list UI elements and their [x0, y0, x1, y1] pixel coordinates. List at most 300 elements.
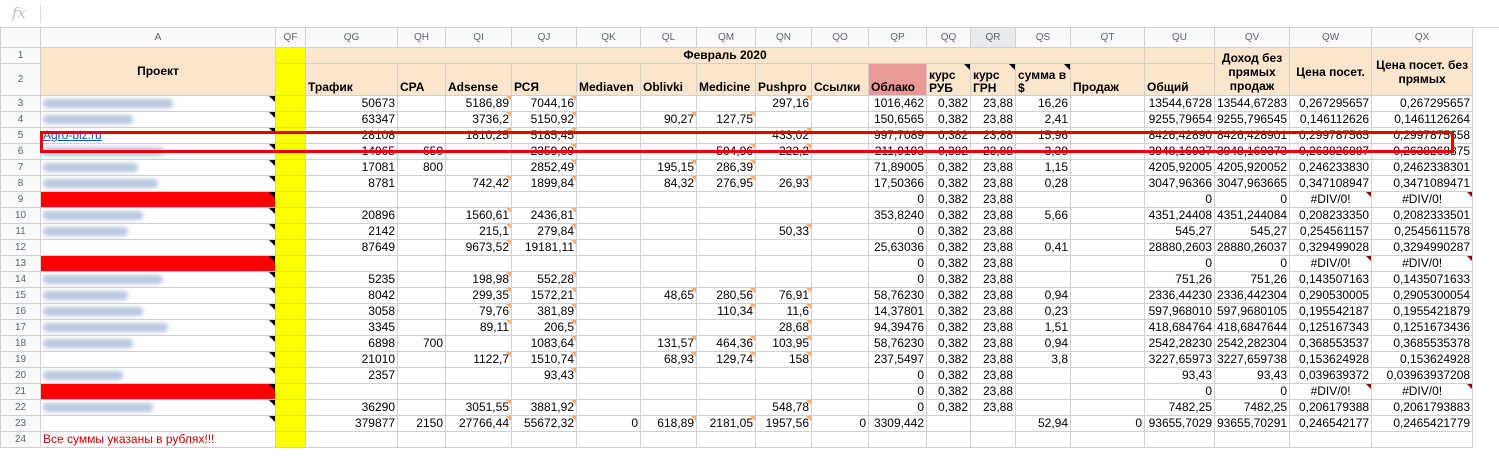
cell-qh[interactable] — [398, 352, 446, 368]
cell-qv[interactable]: 597,9680105 — [1215, 304, 1290, 320]
cell-qn[interactable] — [756, 240, 812, 256]
cell-ql[interactable]: 195,15 — [641, 160, 697, 176]
project-cell[interactable] — [41, 368, 276, 384]
kurs-grn-header[interactable]: курс ГРН — [971, 64, 1016, 96]
cell-qm[interactable]: 127,75 — [697, 112, 756, 128]
cell-qu[interactable]: 13544,6728 — [1145, 96, 1215, 112]
cell-qp[interactable]: 94,39476 — [869, 320, 927, 336]
cell-qs[interactable] — [1016, 272, 1071, 288]
column-header[interactable]: QI — [446, 28, 512, 48]
cell-qo[interactable] — [812, 160, 869, 176]
cell-qf[interactable] — [276, 288, 306, 304]
cell-qv[interactable] — [1215, 432, 1290, 448]
cell-qj[interactable] — [512, 384, 577, 400]
cell-qv[interactable]: 2336,442304 — [1215, 288, 1290, 304]
cell-qu[interactable]: 93,43 — [1145, 368, 1215, 384]
cell-qn[interactable]: 297,16 — [756, 96, 812, 112]
cell-qw[interactable]: 0,153624928 — [1290, 352, 1372, 368]
cell-qn[interactable] — [756, 112, 812, 128]
total-header[interactable]: Общий — [1145, 64, 1215, 96]
cell-qt[interactable] — [1071, 160, 1145, 176]
cell-qp[interactable]: 58,76230 — [869, 288, 927, 304]
mediaven-header[interactable]: Mediaven — [577, 64, 641, 96]
cell-qt[interactable] — [1071, 224, 1145, 240]
cell-qf[interactable] — [276, 272, 306, 288]
cell-ql[interactable]: 618,89 — [641, 416, 697, 432]
cell-qp[interactable]: 14,37801 — [869, 304, 927, 320]
cell-qk[interactable] — [577, 288, 641, 304]
cell-ql[interactable] — [641, 400, 697, 416]
cell-qp[interactable]: 0 — [869, 400, 927, 416]
cell-qr[interactable]: 23,88 — [971, 96, 1016, 112]
cell-ql[interactable] — [641, 256, 697, 272]
project-cell[interactable] — [41, 416, 276, 432]
cell-qu[interactable] — [1145, 48, 1215, 64]
cell-qh[interactable] — [398, 304, 446, 320]
cell-qm[interactable]: 286,39 — [697, 160, 756, 176]
cell-qi[interactable]: 3051,55 — [446, 400, 512, 416]
cell-qx[interactable]: #DIV/0! — [1372, 384, 1473, 400]
row-header[interactable]: 20 — [1, 368, 41, 384]
medicine-header[interactable]: Medicine — [697, 64, 756, 96]
cell-qn[interactable]: 548,78 — [756, 400, 812, 416]
cell-qf[interactable] — [276, 352, 306, 368]
cell-qh[interactable] — [398, 96, 446, 112]
cell-qh[interactable] — [398, 320, 446, 336]
cell-qx[interactable] — [1372, 432, 1473, 448]
cell-qw[interactable]: 0,290530005 — [1290, 288, 1372, 304]
cell-qg[interactable]: 3345 — [306, 320, 398, 336]
cell-qt[interactable] — [1071, 208, 1145, 224]
cell-qi[interactable] — [446, 256, 512, 272]
cell-ql[interactable] — [641, 320, 697, 336]
cell-qr[interactable]: 23,88 — [971, 144, 1016, 160]
cell-qs[interactable] — [1016, 400, 1071, 416]
cell-qq[interactable] — [927, 432, 971, 448]
cell-qn[interactable] — [756, 368, 812, 384]
cell-qp[interactable] — [869, 432, 927, 448]
cell-qs[interactable]: 3,39 — [1016, 144, 1071, 160]
cell-qi[interactable]: 215,1 — [446, 224, 512, 240]
row-header[interactable]: 19 — [1, 352, 41, 368]
cell-qo[interactable] — [812, 384, 869, 400]
cell-qm[interactable] — [697, 96, 756, 112]
cell-qi[interactable] — [446, 192, 512, 208]
cell-ql[interactable]: 68,93 — [641, 352, 697, 368]
cell-qu[interactable]: 4351,24408 — [1145, 208, 1215, 224]
cell-qs[interactable]: 0,41 — [1016, 240, 1071, 256]
project-cell[interactable] — [41, 96, 276, 112]
cell-qs[interactable]: 16,26 — [1016, 96, 1071, 112]
cell-qn[interactable] — [756, 432, 812, 448]
cell-qs[interactable] — [1016, 256, 1071, 272]
cell-qq[interactable]: 0,382 — [927, 352, 971, 368]
cell-qt[interactable] — [1071, 352, 1145, 368]
column-header[interactable]: QW — [1290, 28, 1372, 48]
cell-qf[interactable] — [276, 416, 306, 432]
row-header[interactable]: 7 — [1, 160, 41, 176]
cell-qm[interactable] — [697, 320, 756, 336]
cell-qv[interactable]: 0 — [1215, 192, 1290, 208]
cell-qo[interactable] — [812, 320, 869, 336]
cell-qk[interactable] — [577, 400, 641, 416]
kurs-rub-header[interactable]: курс РУБ — [927, 64, 971, 96]
column-header[interactable]: QO — [812, 28, 869, 48]
cell-qq[interactable]: 0,382 — [927, 112, 971, 128]
rsya-header[interactable]: РСЯ — [512, 64, 577, 96]
footer-note[interactable]: Все суммы указаны в рублях!!! — [41, 432, 276, 448]
cell-qr[interactable]: 23,88 — [971, 256, 1016, 272]
cell-qo[interactable] — [812, 256, 869, 272]
cell-qo[interactable] — [812, 288, 869, 304]
cell-qs[interactable]: 0,94 — [1016, 336, 1071, 352]
project-cell[interactable] — [41, 128, 276, 144]
cell-qx[interactable]: 0,1461126264 — [1372, 112, 1473, 128]
cell-qi[interactable] — [446, 432, 512, 448]
cell-qq[interactable]: 0,382 — [927, 272, 971, 288]
cell-qm[interactable] — [697, 192, 756, 208]
row-header[interactable]: 12 — [1, 240, 41, 256]
cell-qx[interactable]: 0,2061793883 — [1372, 400, 1473, 416]
cell-qx[interactable]: 0,2638268875 — [1372, 144, 1473, 160]
cell-qp[interactable]: 0 — [869, 224, 927, 240]
cell-qw[interactable]: 0,146112626 — [1290, 112, 1372, 128]
cell-qv[interactable]: 3227,659738 — [1215, 352, 1290, 368]
cell-qk[interactable] — [577, 352, 641, 368]
cell-qk[interactable] — [577, 256, 641, 272]
cell-qn[interactable] — [756, 384, 812, 400]
cell-qs[interactable]: 1,51 — [1016, 320, 1071, 336]
cell-qo[interactable] — [812, 368, 869, 384]
cell-qu[interactable]: 3227,65973 — [1145, 352, 1215, 368]
column-header[interactable]: QQ — [927, 28, 971, 48]
cell-qq[interactable]: 0,382 — [927, 192, 971, 208]
cell-qf[interactable] — [276, 432, 306, 448]
cell-qq[interactable] — [927, 416, 971, 432]
cell-qn[interactable]: 28,68 — [756, 320, 812, 336]
project-cell[interactable] — [41, 320, 276, 336]
cell-qt[interactable] — [1071, 112, 1145, 128]
cell-qo[interactable] — [812, 336, 869, 352]
cell-ql[interactable]: 131,57 — [641, 336, 697, 352]
cell-qj[interactable]: 2359,09 — [512, 144, 577, 160]
cell-qj[interactable]: 93,43 — [512, 368, 577, 384]
cell-qg[interactable]: 3058 — [306, 304, 398, 320]
cell-qv[interactable]: 0 — [1215, 384, 1290, 400]
formula-bar[interactable] — [0, 0, 1499, 28]
cell-ql[interactable] — [641, 224, 697, 240]
cell-qh[interactable] — [398, 208, 446, 224]
cell-qr[interactable]: 23,88 — [971, 400, 1016, 416]
cell-qv[interactable]: 545,27 — [1215, 224, 1290, 240]
row-header[interactable]: 2 — [1, 64, 41, 96]
cell-qg[interactable]: 5235 — [306, 272, 398, 288]
cell-qq[interactable]: 0,382 — [927, 304, 971, 320]
cell-qm[interactable]: 504,96 — [697, 144, 756, 160]
column-header[interactable]: QM — [697, 28, 756, 48]
cell-qx[interactable]: 0,3294990287 — [1372, 240, 1473, 256]
cell-qf[interactable] — [276, 64, 306, 96]
cell-qg[interactable]: 8042 — [306, 288, 398, 304]
cell-qq[interactable]: 0,382 — [927, 224, 971, 240]
cell-qh[interactable] — [398, 192, 446, 208]
column-header[interactable]: QV — [1215, 28, 1290, 48]
cell-qp[interactable]: 353,8240 — [869, 208, 927, 224]
cell-qh[interactable] — [398, 272, 446, 288]
cell-qh[interactable] — [398, 432, 446, 448]
cell-qf[interactable] — [276, 336, 306, 352]
cell-qf[interactable] — [276, 304, 306, 320]
cell-ql[interactable] — [641, 304, 697, 320]
project-cell[interactable] — [41, 208, 276, 224]
cell-ql[interactable] — [641, 368, 697, 384]
cell-qm[interactable]: 129,74 — [697, 352, 756, 368]
cell-qx[interactable]: 0,2082333501 — [1372, 208, 1473, 224]
cell-qk[interactable] — [577, 432, 641, 448]
cell-qg[interactable] — [306, 384, 398, 400]
cell-qx[interactable]: 0,2905300054 — [1372, 288, 1473, 304]
cell-qq[interactable]: 0,382 — [927, 128, 971, 144]
cell-qw[interactable]: 0,246542177 — [1290, 416, 1372, 432]
cell-qg[interactable]: 379877 — [306, 416, 398, 432]
cell-qw[interactable]: 0,347108947 — [1290, 176, 1372, 192]
cell-qm[interactable]: 2181,05 — [697, 416, 756, 432]
cell-qf[interactable] — [276, 400, 306, 416]
visit-price-without-direct-header[interactable]: Цена посет. без прямых — [1372, 48, 1473, 96]
cell-qf[interactable] — [276, 160, 306, 176]
cell-qf[interactable] — [276, 144, 306, 160]
cell-qt[interactable] — [1071, 272, 1145, 288]
cell-qt[interactable] — [1071, 144, 1145, 160]
cell-qi[interactable]: 89,11 — [446, 320, 512, 336]
project-cell[interactable] — [41, 304, 276, 320]
cell-qn[interactable] — [756, 160, 812, 176]
cell-qr[interactable]: 23,88 — [971, 320, 1016, 336]
cell-qv[interactable]: 4205,920052 — [1215, 160, 1290, 176]
cell-qx[interactable]: 0,153624928 — [1372, 352, 1473, 368]
cell-qu[interactable]: 4205,92005 — [1145, 160, 1215, 176]
cell-qq[interactable]: 0,382 — [927, 160, 971, 176]
cell-qu[interactable]: 418,684764 — [1145, 320, 1215, 336]
cell-qi[interactable]: 1122,7 — [446, 352, 512, 368]
cell-qi[interactable]: 79,76 — [446, 304, 512, 320]
cell-qv[interactable]: 2542,282304 — [1215, 336, 1290, 352]
summa-usd-header[interactable]: сумма в $ — [1016, 64, 1071, 96]
cell-ql[interactable] — [641, 432, 697, 448]
cell-ql[interactable] — [641, 192, 697, 208]
cell-qp[interactable]: 0 — [869, 384, 927, 400]
cell-qo[interactable] — [812, 400, 869, 416]
cell-qh[interactable] — [398, 400, 446, 416]
cell-qs[interactable]: 0,23 — [1016, 304, 1071, 320]
cell-qq[interactable]: 0,382 — [927, 208, 971, 224]
cell-qm[interactable]: 464,36 — [697, 336, 756, 352]
cell-ql[interactable]: 84,32 — [641, 176, 697, 192]
cell-qi[interactable]: 742,42 — [446, 176, 512, 192]
row-header[interactable]: 3 — [1, 96, 41, 112]
cell-qu[interactable]: 93655,7029 — [1145, 416, 1215, 432]
row-header[interactable]: 13 — [1, 256, 41, 272]
cell-qr[interactable]: 23,88 — [971, 112, 1016, 128]
cell-ql[interactable] — [641, 272, 697, 288]
cell-qi[interactable] — [446, 384, 512, 400]
cell-qo[interactable] — [812, 192, 869, 208]
cell-qu[interactable]: 3948,16937 — [1145, 144, 1215, 160]
cell-qj[interactable]: 279,84 — [512, 224, 577, 240]
cell-qk[interactable] — [577, 336, 641, 352]
cell-qs[interactable]: 15,96 — [1016, 128, 1071, 144]
cell-qo[interactable] — [812, 224, 869, 240]
cell-qg[interactable]: 87649 — [306, 240, 398, 256]
cell-qw[interactable]: #DIV/0! — [1290, 192, 1372, 208]
cell-qi[interactable]: 198,98 — [446, 272, 512, 288]
cell-qj[interactable]: 3881,92 — [512, 400, 577, 416]
row-header[interactable]: 9 — [1, 192, 41, 208]
cell-qm[interactable]: 110,34 — [697, 304, 756, 320]
cell-qw[interactable]: 0,368553537 — [1290, 336, 1372, 352]
cell-qv[interactable]: 7482,25 — [1215, 400, 1290, 416]
cell-ql[interactable] — [641, 240, 697, 256]
cell-qt[interactable] — [1071, 336, 1145, 352]
project-cell[interactable] — [41, 160, 276, 176]
project-cell[interactable] — [41, 400, 276, 416]
cell-qt[interactable] — [1071, 320, 1145, 336]
cell-qr[interactable]: 23,88 — [971, 176, 1016, 192]
cell-qi[interactable]: 5186,89 — [446, 96, 512, 112]
cell-qj[interactable]: 5185,45 — [512, 128, 577, 144]
cell-qx[interactable]: 0,1955421879 — [1372, 304, 1473, 320]
cell-qp[interactable]: 0 — [869, 256, 927, 272]
cell-qn[interactable]: 76,91 — [756, 288, 812, 304]
cell-ql[interactable] — [641, 384, 697, 400]
cell-qr[interactable]: 23,88 — [971, 272, 1016, 288]
visit-price-header[interactable]: Цена посет. — [1290, 48, 1372, 96]
cell-qq[interactable]: 0,382 — [927, 256, 971, 272]
cell-qf[interactable] — [276, 320, 306, 336]
cell-qw[interactable]: 0,206179388 — [1290, 400, 1372, 416]
cell-qh[interactable] — [398, 128, 446, 144]
cell-qm[interactable] — [697, 128, 756, 144]
cell-qw[interactable]: 0,246233830 — [1290, 160, 1372, 176]
cell-qt[interactable] — [1071, 176, 1145, 192]
cell-qo[interactable] — [812, 112, 869, 128]
cell-qg[interactable]: 28108 — [306, 128, 398, 144]
cell-qf[interactable] — [276, 384, 306, 400]
row-header[interactable]: 21 — [1, 384, 41, 400]
cell-qp[interactable]: 237,5497 — [869, 352, 927, 368]
cell-qt[interactable] — [1071, 288, 1145, 304]
row-header[interactable]: 6 — [1, 144, 41, 160]
cell-qw[interactable]: 0,195542187 — [1290, 304, 1372, 320]
cell-qm[interactable] — [697, 240, 756, 256]
cell-qw[interactable]: #DIV/0! — [1290, 384, 1372, 400]
cell-qo[interactable]: 0 — [812, 416, 869, 432]
cell-qh[interactable] — [398, 176, 446, 192]
cell-qs[interactable]: 3,8 — [1016, 352, 1071, 368]
project-cell[interactable] — [41, 272, 276, 288]
cell-qn[interactable]: 11,6 — [756, 304, 812, 320]
cell-qk[interactable] — [577, 368, 641, 384]
cell-qk[interactable] — [577, 208, 641, 224]
cell-qi[interactable] — [446, 368, 512, 384]
cell-ql[interactable] — [641, 144, 697, 160]
cell-qm[interactable] — [697, 432, 756, 448]
cell-qv[interactable]: 13544,67283 — [1215, 96, 1290, 112]
cell-qr[interactable] — [971, 432, 1016, 448]
column-header[interactable]: QH — [398, 28, 446, 48]
cell-qo[interactable] — [812, 432, 869, 448]
cell-qj[interactable]: 552,28 — [512, 272, 577, 288]
cell-qk[interactable]: 0 — [577, 416, 641, 432]
cell-qu[interactable]: 751,26 — [1145, 272, 1215, 288]
cell-qn[interactable] — [756, 272, 812, 288]
row-header[interactable]: 4 — [1, 112, 41, 128]
cell-qi[interactable] — [446, 144, 512, 160]
cell-qo[interactable] — [812, 128, 869, 144]
cell-qf[interactable] — [276, 96, 306, 112]
cell-qw[interactable]: 0,299787565 — [1290, 128, 1372, 144]
cell-qj[interactable]: 2436,81 — [512, 208, 577, 224]
cell-qm[interactable] — [697, 400, 756, 416]
cell-qr[interactable]: 23,88 — [971, 288, 1016, 304]
cell-qh[interactable]: 800 — [398, 160, 446, 176]
cell-qw[interactable]: 0,263826887 — [1290, 144, 1372, 160]
cell-qq[interactable]: 0,382 — [927, 96, 971, 112]
column-header[interactable]: QJ — [512, 28, 577, 48]
cell-qp[interactable]: 150,6565 — [869, 112, 927, 128]
cpa-header[interactable]: CPA — [398, 64, 446, 96]
cell-qp[interactable]: 25,63036 — [869, 240, 927, 256]
column-header[interactable]: QX — [1372, 28, 1473, 48]
cell-qs[interactable]: 2,41 — [1016, 112, 1071, 128]
cell-qp[interactable]: 1016,462 — [869, 96, 927, 112]
cell-qn[interactable]: 433,02 — [756, 128, 812, 144]
cell-qj[interactable] — [512, 256, 577, 272]
cell-qu[interactable]: 8426,42890 — [1145, 128, 1215, 144]
cell-qu[interactable]: 3047,96366 — [1145, 176, 1215, 192]
cell-qh[interactable]: 650 — [398, 144, 446, 160]
cell-qp[interactable]: 0 — [869, 192, 927, 208]
links-header[interactable]: Ссылки — [812, 64, 869, 96]
cell-qu[interactable]: 9255,79654 — [1145, 112, 1215, 128]
cell-qx[interactable]: 0,2997875658 — [1372, 128, 1473, 144]
cell-qg[interactable]: 50673 — [306, 96, 398, 112]
cell-qs[interactable] — [1016, 192, 1071, 208]
cell-qo[interactable] — [812, 240, 869, 256]
pushpro-header[interactable]: Pushpro — [756, 64, 812, 96]
cell-ql[interactable]: 48,65 — [641, 288, 697, 304]
cell-qv[interactable]: 9255,796545 — [1215, 112, 1290, 128]
cell-qt[interactable] — [1071, 304, 1145, 320]
cell-qu[interactable] — [1145, 432, 1215, 448]
cell-qr[interactable]: 23,88 — [971, 192, 1016, 208]
cell-qs[interactable]: 1,15 — [1016, 160, 1071, 176]
cell-qk[interactable] — [577, 320, 641, 336]
column-header[interactable]: QR — [971, 28, 1016, 48]
cell-qj[interactable] — [512, 432, 577, 448]
cell-qh[interactable] — [398, 288, 446, 304]
month-header[interactable]: Февраль 2020 — [306, 48, 1145, 64]
cell-qg[interactable]: 36290 — [306, 400, 398, 416]
cell-qg[interactable]: 2357 — [306, 368, 398, 384]
cell-qw[interactable]: 0,254561157 — [1290, 224, 1372, 240]
cell-qs[interactable]: 52,94 — [1016, 416, 1071, 432]
cell-qg[interactable] — [306, 192, 398, 208]
cell-qm[interactable]: 276,95 — [697, 176, 756, 192]
project-header[interactable]: Проект — [41, 48, 276, 96]
cell-qr[interactable]: 23,88 — [971, 224, 1016, 240]
column-header[interactable]: QN — [756, 28, 812, 48]
